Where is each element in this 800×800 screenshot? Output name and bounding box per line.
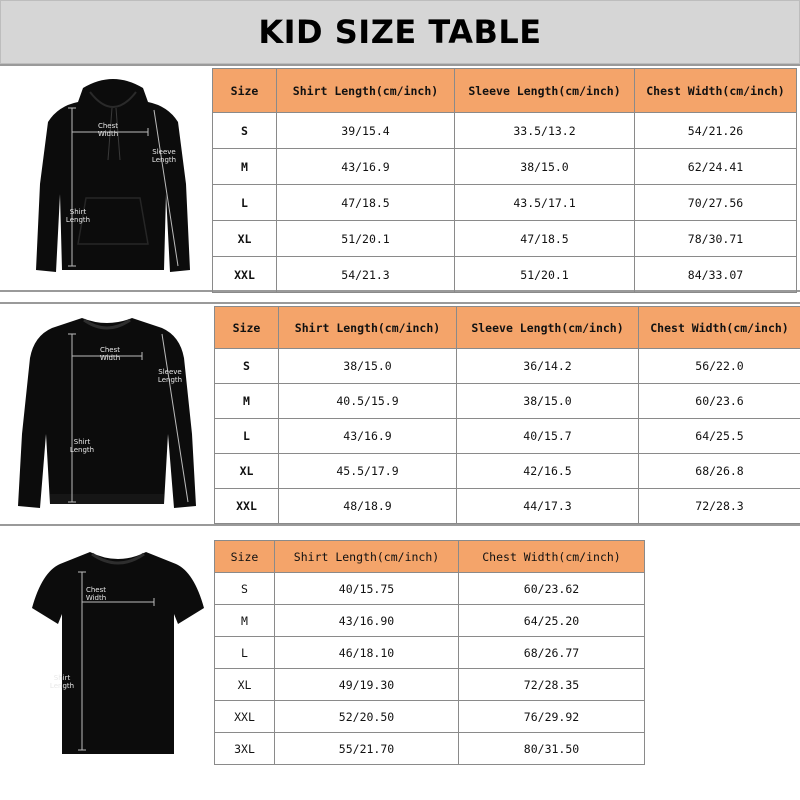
chest-width-cell: 78/30.71 bbox=[635, 221, 797, 257]
shirt-length-cell: 48/18.9 bbox=[279, 489, 457, 524]
sleeve-length-cell: 33.5/13.2 bbox=[455, 113, 635, 149]
header-chest-width: Chest Width(cm/inch) bbox=[459, 541, 645, 573]
table-row bbox=[215, 733, 645, 765]
table-header-row bbox=[215, 541, 645, 573]
hoodie-section bbox=[0, 64, 800, 292]
table-row bbox=[215, 454, 800, 489]
table-row bbox=[215, 637, 645, 669]
chest-width-cell: 56/22.0 bbox=[639, 349, 800, 384]
sleeve-length-cell: 42/16.5 bbox=[457, 454, 639, 489]
sleeve-length-cell: 44/17.3 bbox=[457, 489, 639, 524]
size-cell: S bbox=[215, 349, 279, 384]
shirt-length-cell: 43/16.9 bbox=[279, 419, 457, 454]
chest-width-cell: 60/23.6 bbox=[639, 384, 800, 419]
table-row bbox=[215, 349, 800, 384]
size-cell: XL bbox=[213, 221, 277, 257]
hoodie-image bbox=[28, 74, 198, 284]
header-shirt-length: Shirt Length(cm/inch) bbox=[275, 541, 459, 573]
table-header-row bbox=[215, 307, 800, 349]
size-cell: S bbox=[213, 113, 277, 149]
page-title: KID SIZE TABLE bbox=[258, 13, 542, 51]
size-cell: M bbox=[215, 605, 275, 637]
chest-width-label: Chest Width bbox=[99, 346, 121, 362]
shirt-length-cell: 40.5/15.9 bbox=[279, 384, 457, 419]
shirt-length-cell: 54/21.3 bbox=[277, 257, 455, 293]
sleeve-length-label: Sleeve Length bbox=[157, 368, 183, 384]
chest-width-cell: 60/23.62 bbox=[459, 573, 645, 605]
table-row bbox=[213, 257, 797, 293]
chest-width-label: Chest Width bbox=[97, 122, 119, 138]
chest-width-cell: 64/25.5 bbox=[639, 419, 800, 454]
table-row bbox=[215, 489, 800, 524]
sleeve-length-cell: 36/14.2 bbox=[457, 349, 639, 384]
header-sleeve-length: Sleeve Length(cm/inch) bbox=[455, 69, 635, 113]
hoodie-size-table bbox=[212, 68, 797, 293]
table-row bbox=[213, 185, 797, 221]
shirt-length-cell: 40/15.75 bbox=[275, 573, 459, 605]
sleeve-length-cell: 40/15.7 bbox=[457, 419, 639, 454]
shirt-length-label: Shirt Length bbox=[69, 438, 95, 454]
sleeve-length-cell: 38/15.0 bbox=[455, 149, 635, 185]
tshirt-section bbox=[0, 538, 800, 768]
shirt-length-cell: 46/18.10 bbox=[275, 637, 459, 669]
header-size: Size bbox=[215, 307, 279, 349]
sleeve-length-cell: 47/18.5 bbox=[455, 221, 635, 257]
chest-width-label: Chest Width bbox=[85, 586, 107, 602]
table-row bbox=[213, 221, 797, 257]
sleeve-length-cell: 43.5/17.1 bbox=[455, 185, 635, 221]
size-cell: 3XL bbox=[215, 733, 275, 765]
tshirt-size-table bbox=[214, 540, 645, 765]
shirt-length-cell: 55/21.70 bbox=[275, 733, 459, 765]
chest-width-cell: 70/27.56 bbox=[635, 185, 797, 221]
size-cell: M bbox=[215, 384, 279, 419]
header-chest-width: Chest Width(cm/inch) bbox=[635, 69, 797, 113]
shirt-length-cell: 45.5/17.9 bbox=[279, 454, 457, 489]
header-shirt-length: Shirt Length(cm/inch) bbox=[279, 307, 457, 349]
table-row bbox=[215, 669, 645, 701]
chest-width-cell: 68/26.8 bbox=[639, 454, 800, 489]
table-row bbox=[215, 419, 800, 454]
size-cell: L bbox=[215, 637, 275, 669]
sweatshirt-size-table bbox=[214, 306, 800, 524]
tshirt-image bbox=[28, 544, 208, 758]
size-cell: XXL bbox=[215, 489, 279, 524]
shirt-length-cell: 47/18.5 bbox=[277, 185, 455, 221]
chest-width-cell: 72/28.35 bbox=[459, 669, 645, 701]
size-cell: XL bbox=[215, 454, 279, 489]
sweatshirt-section bbox=[0, 302, 800, 526]
table-row bbox=[213, 113, 797, 149]
chest-width-cell: 62/24.41 bbox=[635, 149, 797, 185]
table-row bbox=[213, 149, 797, 185]
chest-width-cell: 72/28.3 bbox=[639, 489, 800, 524]
table-row bbox=[215, 701, 645, 733]
shirt-length-cell: 49/19.30 bbox=[275, 669, 459, 701]
chest-width-cell: 84/33.07 bbox=[635, 257, 797, 293]
sweatshirt-image bbox=[12, 314, 202, 514]
shirt-length-cell: 52/20.50 bbox=[275, 701, 459, 733]
chest-width-cell: 54/21.26 bbox=[635, 113, 797, 149]
shirt-length-cell: 38/15.0 bbox=[279, 349, 457, 384]
shirt-length-cell: 39/15.4 bbox=[277, 113, 455, 149]
table-row bbox=[215, 384, 800, 419]
header-size: Size bbox=[215, 541, 275, 573]
shirt-length-label: Shirt Length bbox=[49, 674, 75, 690]
sleeve-length-cell: 38/15.0 bbox=[457, 384, 639, 419]
size-cell: L bbox=[215, 419, 279, 454]
size-cell: L bbox=[213, 185, 277, 221]
size-cell: XL bbox=[215, 669, 275, 701]
header-chest-width: Chest Width(cm/inch) bbox=[639, 307, 800, 349]
shirt-length-cell: 43/16.90 bbox=[275, 605, 459, 637]
size-cell: XXL bbox=[213, 257, 277, 293]
title-bar bbox=[0, 0, 800, 64]
shirt-length-label: Shirt Length bbox=[65, 208, 91, 224]
chest-width-cell: 76/29.92 bbox=[459, 701, 645, 733]
header-size: Size bbox=[213, 69, 277, 113]
header-sleeve-length: Sleeve Length(cm/inch) bbox=[457, 307, 639, 349]
shirt-length-cell: 43/16.9 bbox=[277, 149, 455, 185]
shirt-length-cell: 51/20.1 bbox=[277, 221, 455, 257]
size-cell: S bbox=[215, 573, 275, 605]
table-row bbox=[215, 573, 645, 605]
sleeve-length-cell: 51/20.1 bbox=[455, 257, 635, 293]
size-cell: M bbox=[213, 149, 277, 185]
size-cell: XXL bbox=[215, 701, 275, 733]
chest-width-cell: 68/26.77 bbox=[459, 637, 645, 669]
chest-width-cell: 80/31.50 bbox=[459, 733, 645, 765]
chest-width-cell: 64/25.20 bbox=[459, 605, 645, 637]
header-shirt-length: Shirt Length(cm/inch) bbox=[277, 69, 455, 113]
table-header-row bbox=[213, 69, 797, 113]
sleeve-length-label: Sleeve Length bbox=[151, 148, 177, 164]
table-row bbox=[215, 605, 645, 637]
